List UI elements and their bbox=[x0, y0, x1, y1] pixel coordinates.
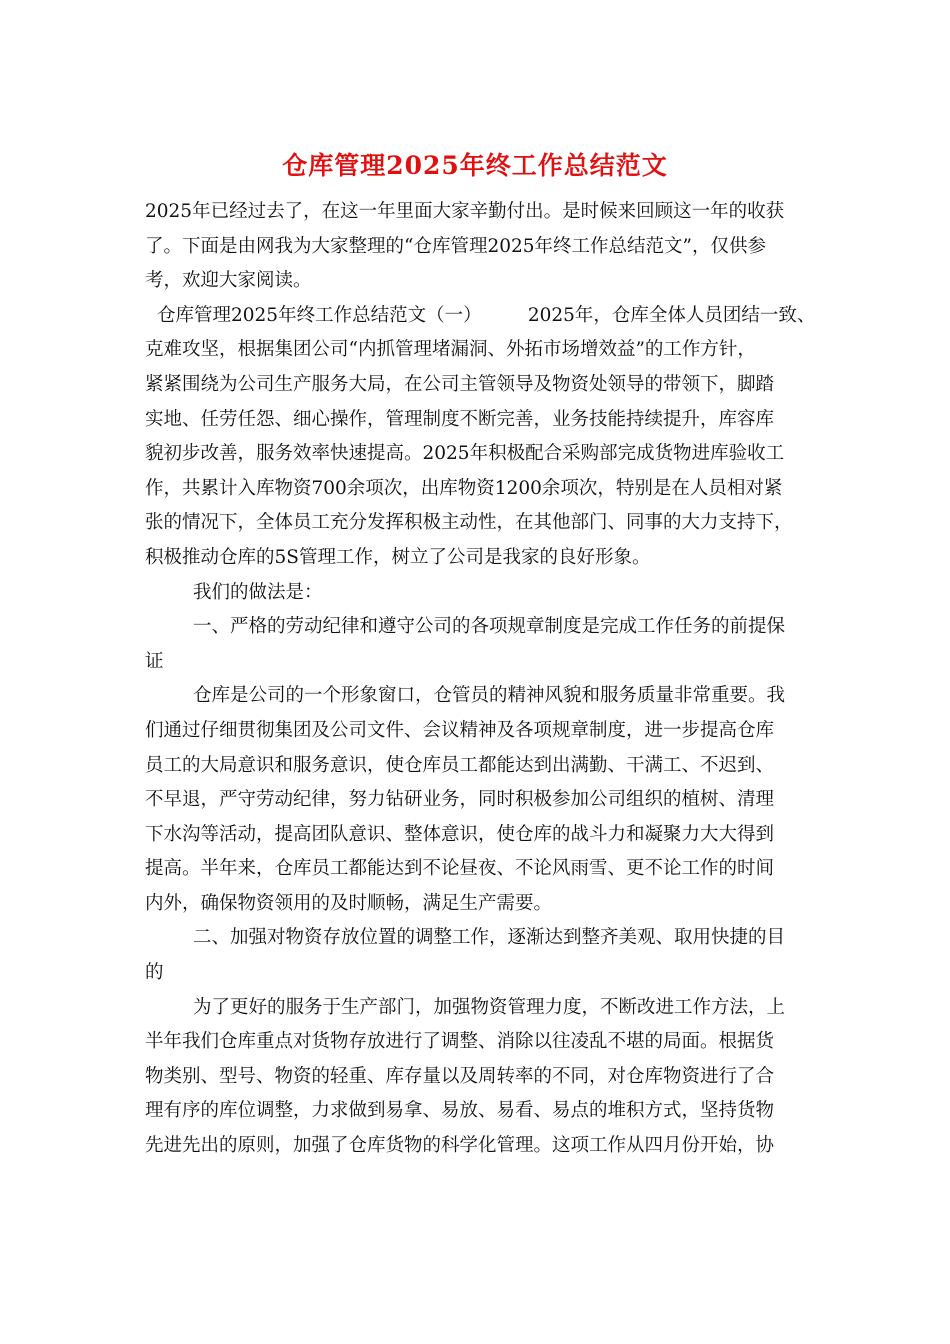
text-line: 了。下面是由网我为大家整理的“仓库管理2025年终工作总结范文”，仅供参 bbox=[145, 235, 766, 257]
text-line: 员工的大局意识和服务意识，使仓库员工都能达到出满勤、干满工、不迟到、 bbox=[145, 754, 775, 776]
text-line: 仓库是公司的一个形象窗口，仓管员的精神风貌和服务质量非常重要。我 bbox=[193, 685, 786, 707]
text-line: 紧紧围绕为公司生产服务大局，在公司主管领导及物资处领导的带领下，脚踏 bbox=[145, 373, 775, 395]
text-line: 半年我们仓库重点对货物存放进行了调整、消除以往凌乱不堪的局面。根据货 bbox=[145, 1031, 775, 1053]
text-line: 理有序的库位调整，力求做到易拿、易放、易看、易点的堆积方式，坚持货物 bbox=[145, 1100, 775, 1122]
text-line: 的 bbox=[145, 962, 164, 984]
text-line: 仓库管理2025年终工作总结范文（一） 2025年，仓库全体人员团结一致、 bbox=[157, 304, 816, 326]
text-line: 不早退，严守劳动纪律，努力钻研业务，同时积极参加公司组织的植树、清理 bbox=[145, 789, 775, 811]
text-line: 克难攻坚，根据集团公司“内抓管理堵漏洞、外拓市场增效益”的工作方针， bbox=[145, 339, 756, 361]
text-line: 为了更好的服务于生产部门，加强物资管理力度，不断改进工作方法，上 bbox=[193, 996, 786, 1018]
text-line: 我们的做法是： bbox=[193, 581, 323, 603]
text-line: 下水沟等活动，提高团队意识、整体意识，使仓库的战斗力和凝聚力大大得到 bbox=[145, 823, 775, 845]
text-line: 物类别、型号、物资的轻重、库存量以及周转率的不同，对仓库物资进行了合 bbox=[145, 1065, 775, 1087]
text-line: 内外，确保物资领用的及时顺畅，满足生产需要。 bbox=[145, 892, 553, 914]
text-line: 实地、任劳任怨、细心操作，管理制度不断完善，业务技能持续提升，库容库 bbox=[145, 408, 775, 430]
text-line: 2025年已经过去了，在这一年里面大家辛勤付出。是时候来回顾这一年的收获 bbox=[145, 201, 785, 222]
text-line: 貌初步改善，服务效率快速提高。2025年积极配合采购部完成货物进库验收工 bbox=[145, 443, 785, 465]
text-line: 积极推动仓库的5S管理工作，树立了公司是我家的良好形象。 bbox=[145, 546, 651, 568]
text-line: 们通过仔细贯彻集团及公司文件、会议精神及各项规章制度，进一步提高仓库 bbox=[145, 719, 775, 741]
text-line: 作，共累计入库物资700余项次，出库物资1200余项次，特别是在人员相对紧 bbox=[145, 477, 783, 499]
text-line: 提高。半年来，仓库员工都能达到不论昼夜、不论风雨雪、更不论工作的时间 bbox=[145, 858, 775, 880]
text-line: 考，欢迎大家阅读。 bbox=[145, 270, 312, 292]
document-title: 仓库管理2025年终工作总结范文 bbox=[282, 151, 668, 180]
text-line: 一、严格的劳动纪律和遵守公司的各项规章制度是完成工作任务的前提保 bbox=[193, 616, 786, 638]
document-body bbox=[145, 195, 825, 1164]
text-line: 证 bbox=[145, 650, 164, 672]
text-line: 二、加强对物资存放位置的调整工作，逐渐达到整齐美观、取用快捷的目 bbox=[193, 927, 786, 949]
text-line: 张的情况下，全体员工充分发挥积极主动性，在其他部门、同事的大力支持下， bbox=[145, 512, 793, 534]
text-line: 先进先出的原则，加强了仓库货物的科学化管理。这项工作从四月份开始，协 bbox=[145, 1135, 775, 1157]
